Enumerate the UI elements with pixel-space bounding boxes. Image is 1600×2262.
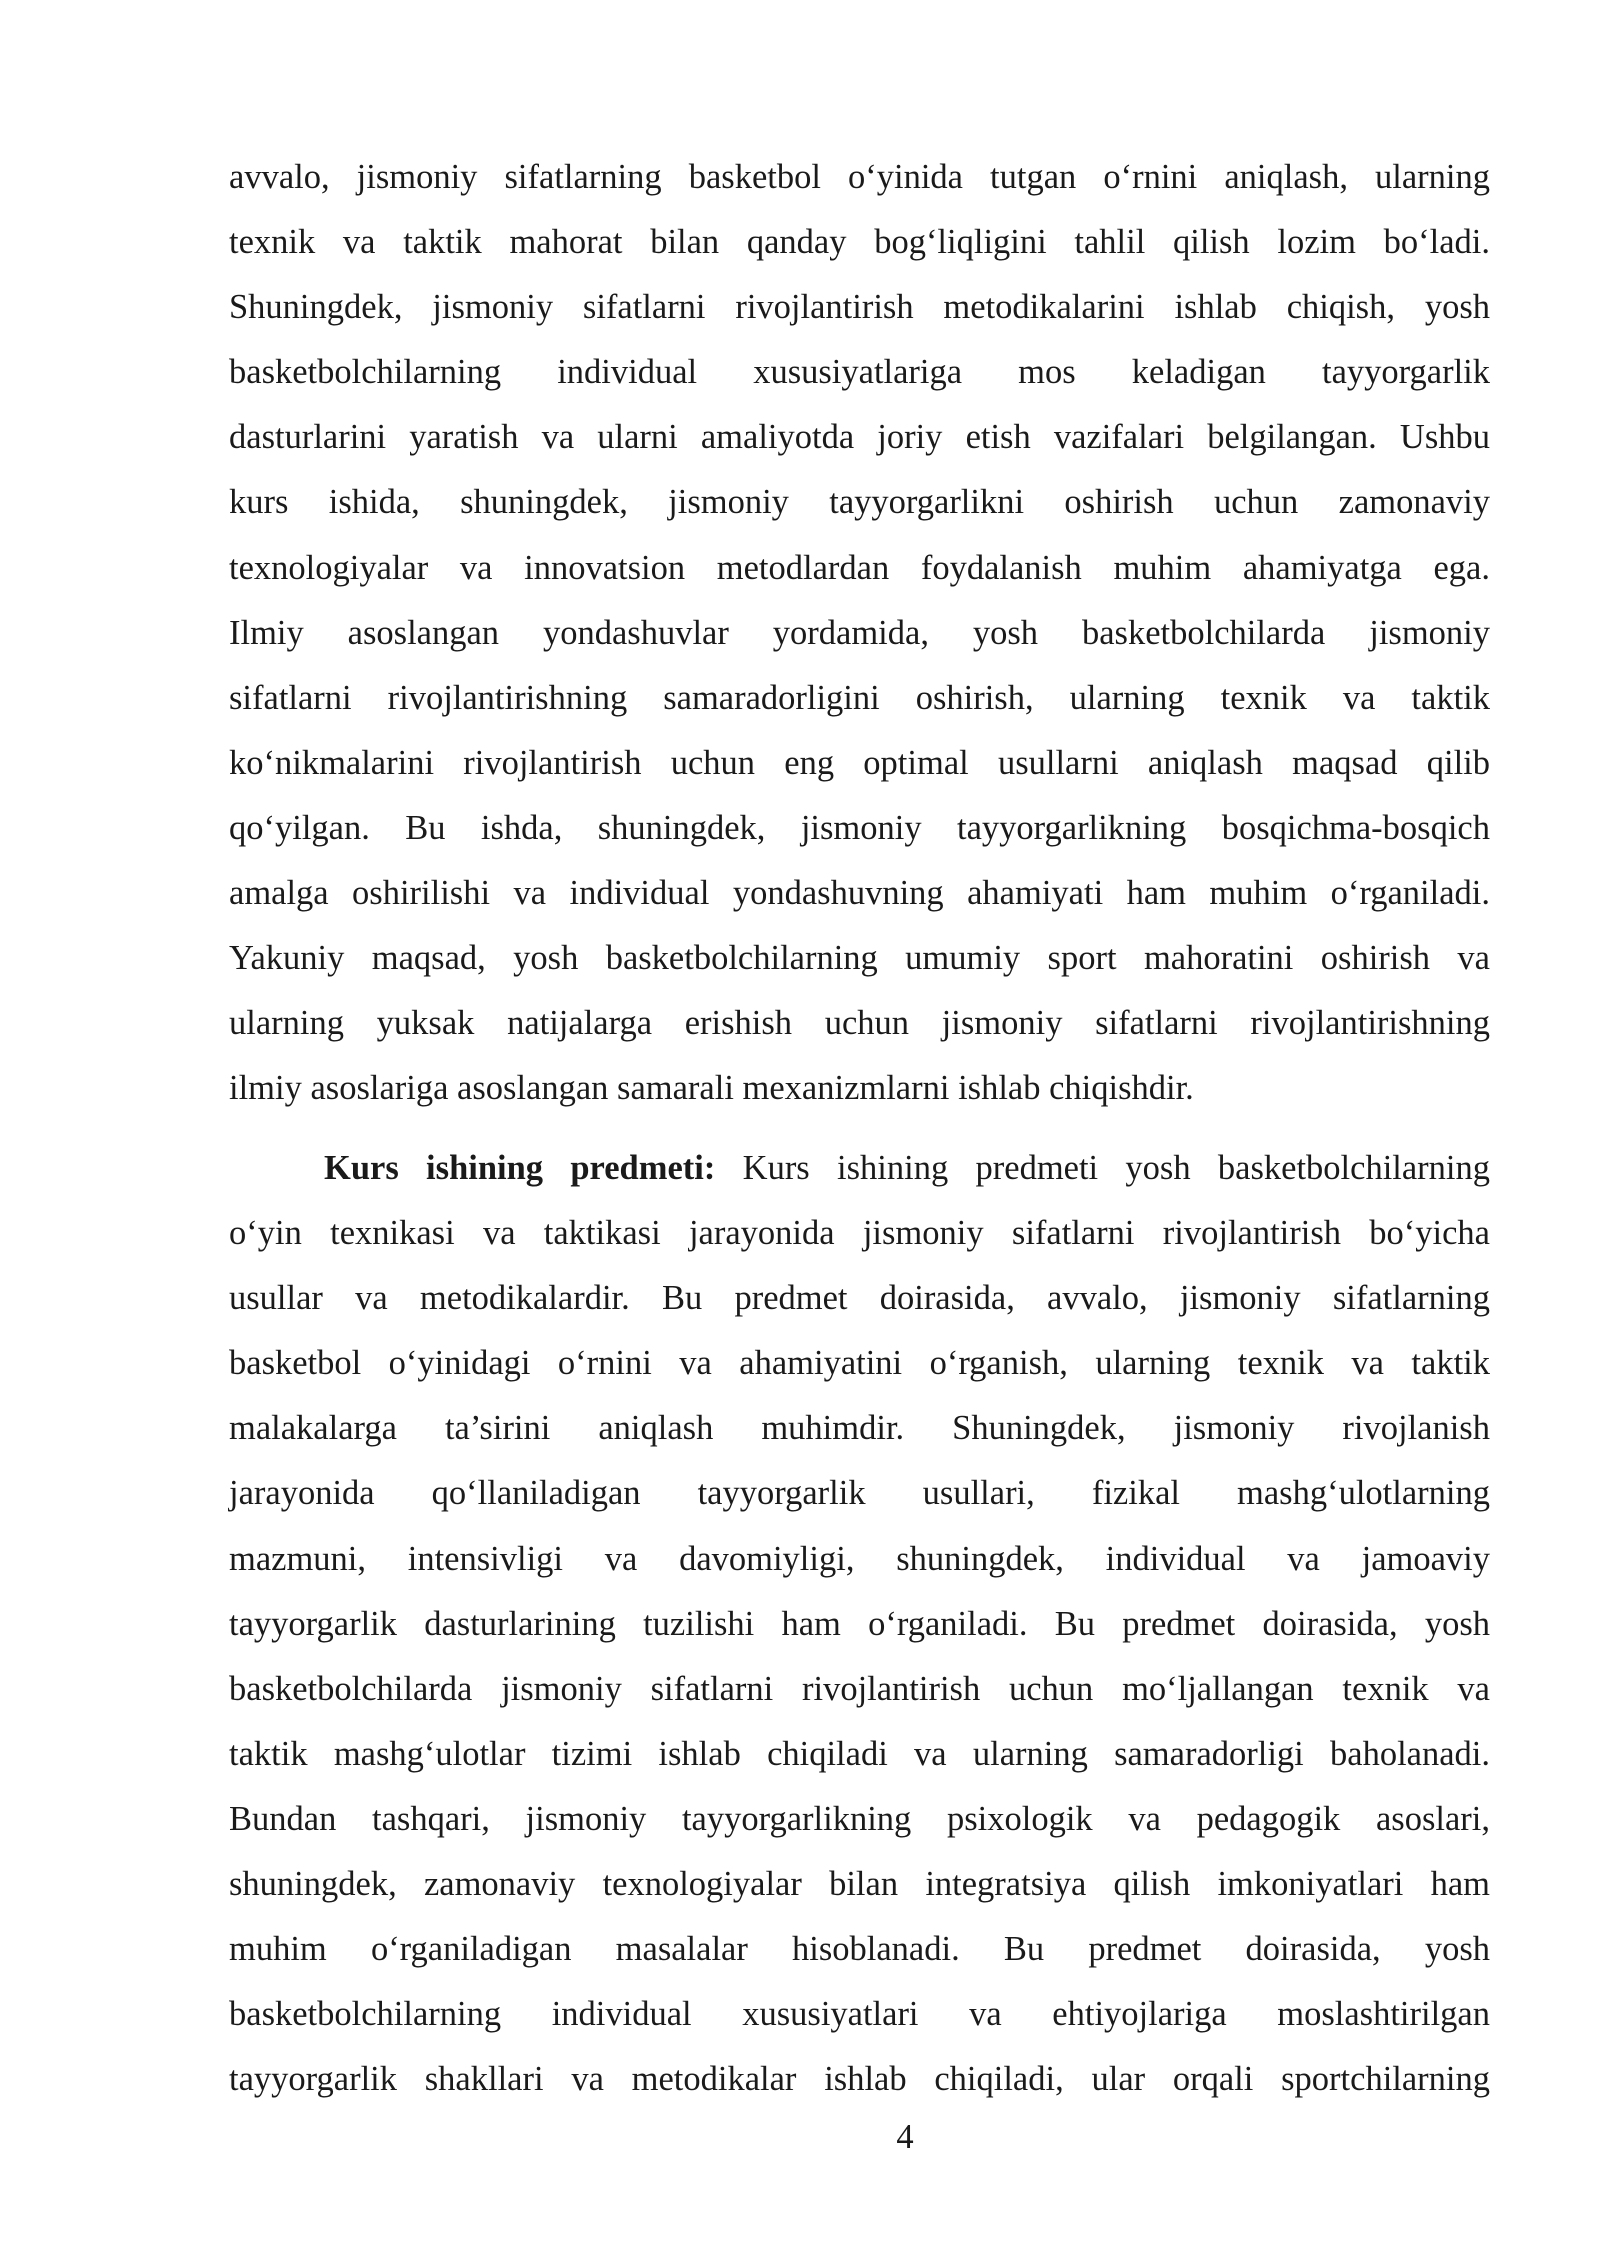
paragraph-line: texnologiyalar va innovatsion metodlardan foydalanish muhim ahamiyatga ega. (229, 548, 1490, 587)
paragraph-line: mazmuni, intensivligi va davomiyligi, shuningdek, individual va jamoaviy (229, 1539, 1490, 1578)
paragraph-line: basketbolchilarda jismoniy sifatlarni rivojlantirish uchun mo‘ljallangan texnik va (229, 1669, 1490, 1708)
paragraph-line: jarayonida qo‘llaniladigan tayyorgarlik usullari, fizikal mashg‘ulotlarning (229, 1474, 1490, 1513)
paragraph-line: o‘yin texnikasi va taktikasi jarayonida jismoniy sifatlarni rivojlantirish bo‘yicha (229, 1214, 1490, 1253)
page-number: 4 (896, 2118, 914, 2156)
paragraph-line: avvalo, jismoniy sifatlarning basketbol o‘yinida tutgan o‘rnini aniqlash, ularning (229, 158, 1490, 196)
paragraph-line: malakalarga ta’sirini aniqlash muhimdir. Shuningdek, jismoniy rivojlanish (229, 1409, 1490, 1448)
paragraph-line: basketbol o‘yinidagi o‘rnini va ahamiyatini o‘rganish, ularning texnik va taktik (229, 1344, 1490, 1383)
paragraph-line: qo‘yilgan. Bu ishda, shuningdek, jismoniy tayyorgarlikning bosqichma-bosqich (229, 808, 1490, 847)
paragraph-first-line (229, 1136, 1490, 1201)
paragraph-line: Yakuniy maqsad, yosh basketbolchilarning umumiy sport mahoratini oshirish va (229, 939, 1490, 978)
section-heading: Kurs ishining predmeti: (324, 1149, 716, 1187)
paragraph-line: amalga oshirilishi va individual yondashuvning ahamiyati ham muhim o‘rganiladi. (229, 874, 1490, 913)
paragraph-line: basketbolchilarning individual xususiyatlari va ehtiyojlariga moslashtirilgan (229, 1995, 1490, 2034)
paragraph-line: shuningdek, zamonaviy texnologiyalar bilan integratsiya qilish imkoniyatlari ham (229, 1865, 1490, 1904)
paragraph-1 (229, 145, 1490, 1121)
paragraph-line: tayyorgarlik shakllari va metodikalar ishlab chiqiladi, ular orqali sportchilarning (229, 2060, 1490, 2099)
paragraph-line: muhim o‘rganiladigan masalalar hisoblanadi. Bu predmet doirasida, yosh (229, 1930, 1490, 1969)
paragraph-line: kurs ishida, shuningdek, jismoniy tayyorgarlikni oshirish uchun zamonaviy (229, 483, 1490, 522)
paragraph-line: ilmiy asoslariga asoslangan samarali mexanizmlarni ishlab chiqishdir. (229, 1069, 1194, 1108)
paragraph-line: taktik mashg‘ulotlar tizimi ishlab chiqiladi va ularning samaradorligi baholanadi. (229, 1734, 1490, 1773)
paragraph-2 (229, 1136, 1490, 2112)
paragraph-line: ko‘nikmalarini rivojlantirish uchun eng optimal usullarni aniqlash maqsad qilib (229, 743, 1490, 782)
paragraph-line: dasturlarini yaratish va ularni amaliyotda joriy etish vazifalari belgilangan. Ushbu (229, 418, 1490, 457)
paragraph-line: sifatlarni rivojlantirishning samaradorligini oshirish, ularning texnik va taktik (229, 678, 1490, 717)
paragraph-line: usullar va metodikalardir. Bu predmet doirasida, avvalo, jismoniy sifatlarning (229, 1279, 1490, 1318)
paragraph-line: texnik va taktik mahorat bilan qanday bog‘liqligini tahlil qilish lozim bo‘ladi. (229, 223, 1490, 262)
paragraph-line-rest: Kurs ishining predmeti yosh basketbolchilarning (715, 1149, 1491, 1187)
paragraph-line: ularning yuksak natijalarga erishish uchun jismoniy sifatlarni rivojlantirishning (229, 1004, 1490, 1043)
paragraph-line: Shuningdek, jismoniy sifatlarni rivojlantirish metodikalarini ishlab chiqish, yosh (229, 288, 1490, 327)
paragraph-line: Bundan tashqari, jismoniy tayyorgarlikning psixologik va pedagogik asoslari, (229, 1799, 1490, 1838)
paragraph-line: tayyorgarlik dasturlarining tuzilishi ham o‘rganiladi. Bu predmet doirasida, yosh (229, 1604, 1490, 1643)
paragraph-line: Ilmiy asoslangan yondashuvlar yordamida, yosh basketbolchilarda jismoniy (229, 613, 1490, 652)
paragraph-line: basketbolchilarning individual xususiyatlariga mos keladigan tayyorgarlik (229, 353, 1490, 392)
